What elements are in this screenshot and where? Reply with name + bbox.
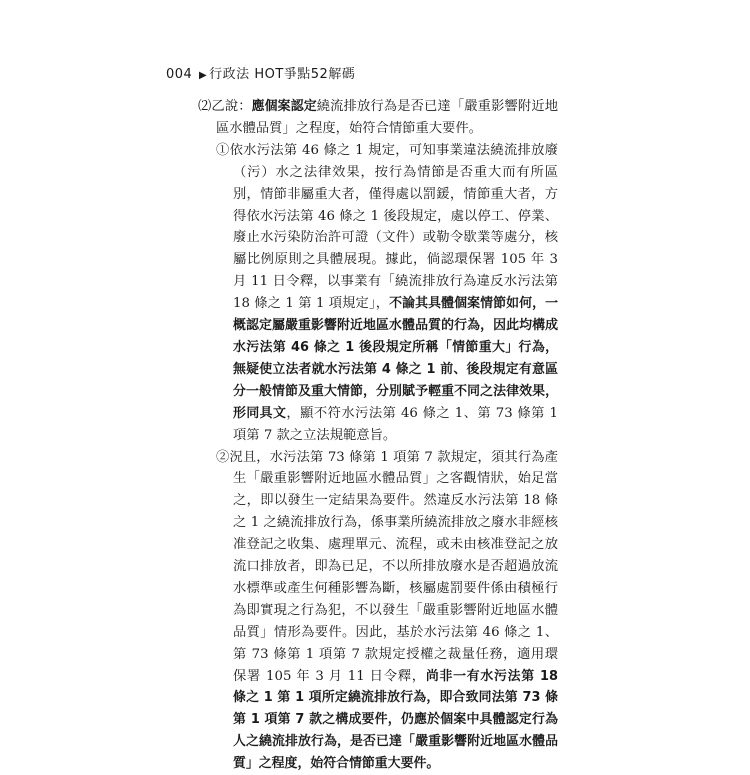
sub-text-c: ，顯不符水污法第 46 條之 1、第 73 條第 1 項第 7 款之立法規範意旨。: [233, 406, 558, 443]
paragraph-sub-1: [198, 140, 558, 447]
sub-text-a: 況且，水污法第 73 條第 1 項第 7 款規定，須其行為產生「嚴重影響附近地區水體品質」之客觀情狀，始足當之，即以發生一定結果為要件。然違反水污法第 18 條之 1 之繞流排放行為，係事業所繞流排放之廢水非經核准登記之收集、處理單元、流程，或未由核准登記之放流口排放者，即為已足，不以所排放廢水是否超過放流水標準或產生何種影響為斷，核屬處罰要件係由積極行為即實現之行為犯，不以發生「嚴重影響附近地區水體品質」情形為要件。因此，基於水污法第 46 條之 1、第 73 條第 1 項第 7 款規定授權之裁量任務，適用環保署 105 年 3 月 11 日令釋，: [229, 450, 558, 684]
item-text: 繞流排放行為是否已達「嚴重影響附近地區水體品質」之程度，始符合情節重大要件。: [216, 99, 558, 136]
sub-text-a: 依水污法第 46 條之 1 規定，可知事業違法繞流排放廢（污）水之法律效果，按行為情節是否重大而有所區別，情節非屬重大者，僅得處以罰鍰，情節重大者，方得依水污法第 46 條之 1 後段規定，處以停工、停業、廢止水污染防治許可證（文件）或勒令歇業等處分，核屬比例原則之具體展現。據此，倘認環保署 105 年 3 月 11 日令釋，以事業有「繞流排放行為違反水污法第 18 條之 1 第 1 項規定」，: [230, 143, 558, 311]
paragraph-item-2: [198, 96, 558, 140]
triangle-arrow-icon: ▶: [199, 70, 207, 81]
sub-marker: ①: [216, 143, 230, 158]
item-marker: ⑵: [198, 99, 211, 114]
sub-marker: ②: [216, 450, 229, 465]
paragraph-sub-2: [198, 447, 558, 775]
running-header: [166, 63, 355, 82]
bold-lead: 應個案認定: [252, 99, 317, 114]
book-title: HOT爭點52解碼: [254, 67, 355, 82]
sub-bold-b: 不論其具體個案情節如何，一概認定屬嚴重影響附近地區水體品質的行為，因此均構成水污法第 46 條之 1 後段規定所稱「情節重大」行為，無疑使立法者就水污法第 4 條之 1 前、後段規定有意區分一般情節及重大情節，分別賦予輕重不同之法律效果，形同具文: [233, 296, 558, 421]
section-title: 行政法: [209, 67, 250, 82]
page-number: 004: [166, 67, 192, 82]
body-text: [198, 96, 558, 775]
item-label: 乙說：: [211, 99, 251, 114]
sub-bold-b: 尚非一有水污法第 18 條之 1 第 1 項所定繞流排放行為，即合致同法第 73 條第 1 項第 7 款之構成要件，仍應於個案中具體認定行為人之繞流排放行為，是否已達「嚴重影響附近地區水體品質」之程度，始符合情節重大要件。: [233, 669, 558, 772]
